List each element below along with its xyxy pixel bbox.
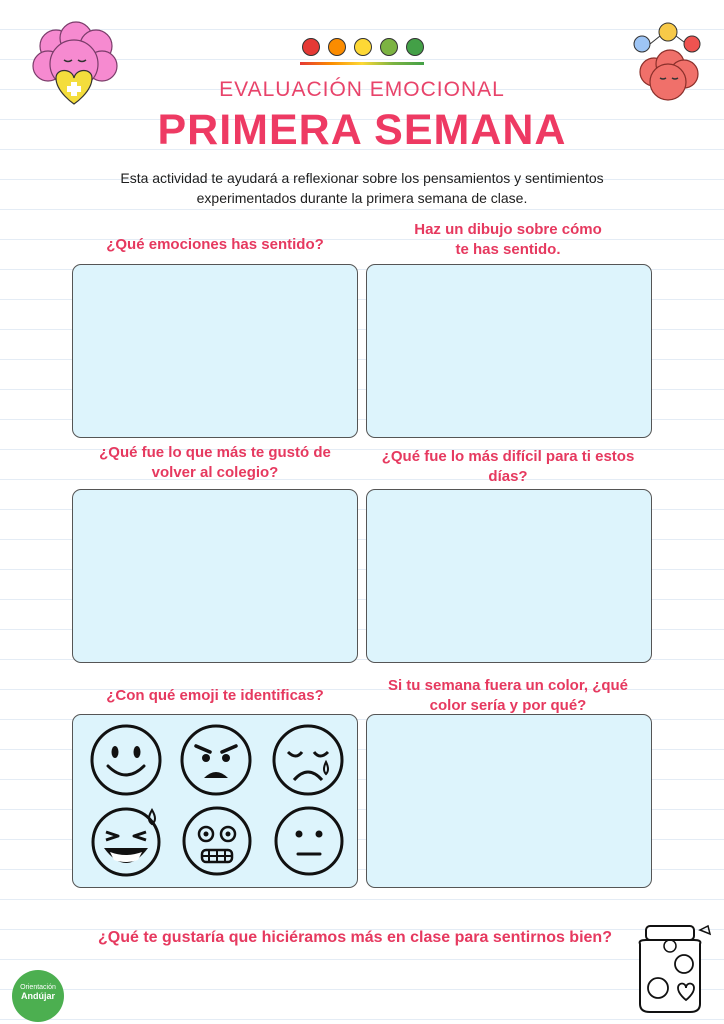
mood-happy-icon <box>380 38 398 56</box>
crying-face-icon[interactable] <box>270 722 346 798</box>
question-most-difficult-line-1: ¿Qué fue lo más difícil para ti estos <box>381 448 635 465</box>
happy-face-icon[interactable] <box>88 722 164 798</box>
answer-box-color[interactable] <box>366 714 652 888</box>
question-most-difficult <box>366 447 650 487</box>
mood-scale <box>302 38 432 61</box>
mood-very-happy-icon <box>406 38 424 56</box>
mood-neutral-icon <box>354 38 372 56</box>
mood-gradient-line <box>300 62 424 65</box>
answer-box-liked-most[interactable] <box>72 489 358 663</box>
intro-line-2: experimentados durante la primera semana de clase. <box>196 190 528 206</box>
question-liked-most-line-1: ¿Qué fue lo que más te gustó de <box>99 444 331 461</box>
answer-box-drawing[interactable] <box>366 264 652 438</box>
logo-line-2: Andújar <box>20 991 55 1001</box>
question-liked-most <box>72 443 358 483</box>
mood-very-sad-icon <box>302 38 320 56</box>
question-emotions: ¿Qué emociones has sentido? <box>106 236 324 253</box>
angry-face-icon[interactable] <box>178 722 254 798</box>
grinning-sweat-face-icon[interactable] <box>88 802 164 878</box>
page-subtitle: EVALUACIÓN EMOCIONAL <box>219 78 505 101</box>
answer-box-most-difficult[interactable] <box>366 489 652 663</box>
question-color-line-2: color sería y por qué? <box>429 697 587 714</box>
neutral-face-icon[interactable] <box>272 804 346 878</box>
question-liked-most-line-2: volver al colegio? <box>151 464 279 481</box>
page-title: PRIMERA SEMANA <box>157 106 567 154</box>
logo-line-1: Orientación <box>20 984 56 991</box>
question-color-line-1: Si tu semana fuera un color, ¿qué <box>387 677 629 694</box>
mood-sad-icon <box>328 38 346 56</box>
question-color <box>366 676 650 716</box>
question-drawing-line-2: te has sentido. <box>455 241 561 258</box>
answer-box-emotions[interactable] <box>72 264 358 438</box>
intro-line-1: Esta actividad te ayudará a reflexionar sobre los pensamientos y sentimientos <box>120 170 604 186</box>
fearful-face-icon[interactable] <box>180 804 254 878</box>
jar-illustration <box>628 918 714 1016</box>
question-most-difficult-line-2: días? <box>488 468 528 485</box>
question-emoji: ¿Con qué emoji te identificas? <box>106 687 324 704</box>
footer-question: ¿Qué te gustaría que hiciéramos más en clase para sentirnos bien? <box>98 929 612 946</box>
logo-text <box>18 984 58 1000</box>
question-drawing <box>366 220 650 260</box>
question-drawing-line-1: Haz un dibujo sobre cómo <box>414 221 602 238</box>
intro-text <box>90 168 634 208</box>
